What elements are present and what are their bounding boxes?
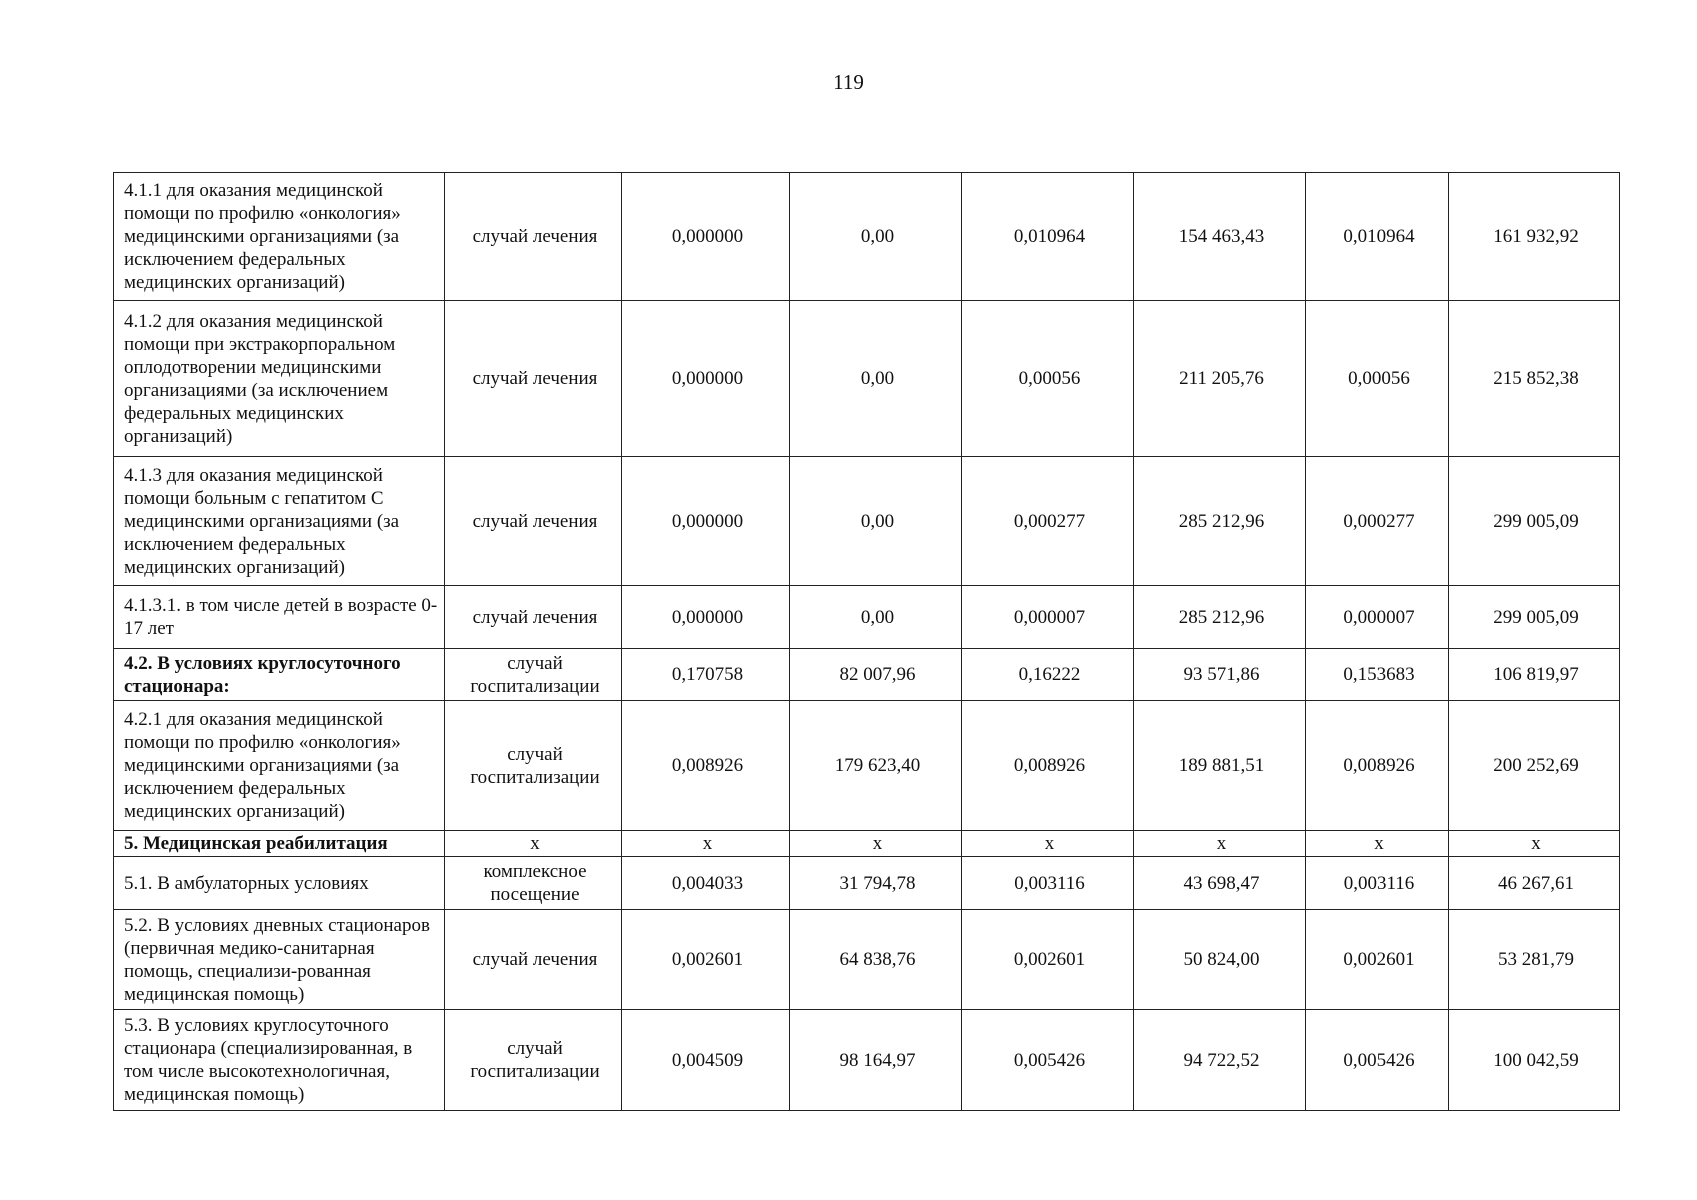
value-cell: 64 838,76 bbox=[790, 910, 962, 1010]
value-cell: 0,16222 bbox=[962, 649, 1134, 701]
value-cell: 0,002601 bbox=[1306, 910, 1449, 1010]
row-name-cell: 5.3. В условиях круглосуточного стационара (специализированная, в том числе высокотехнологичная, медицинская помощь) bbox=[114, 1010, 445, 1111]
table-row bbox=[114, 173, 1620, 301]
value-cell: 0,002601 bbox=[622, 910, 790, 1010]
row-name-cell: 5.1. В амбулаторных условиях bbox=[114, 857, 445, 910]
row-name-cell: 4.2. В условиях круглосуточного стационара: bbox=[114, 649, 445, 701]
value-cell: 0,000007 bbox=[1306, 586, 1449, 649]
value-cell: 179 623,40 bbox=[790, 701, 962, 831]
value-cell: 0,008926 bbox=[962, 701, 1134, 831]
table-row bbox=[114, 1010, 1620, 1111]
table-row bbox=[114, 301, 1620, 457]
value-cell: х bbox=[790, 831, 962, 857]
value-cell: 106 819,97 bbox=[1449, 649, 1620, 701]
page-number: 119 bbox=[833, 70, 864, 94]
value-cell: 0,005426 bbox=[1306, 1010, 1449, 1111]
value-cell: 0,004033 bbox=[622, 857, 790, 910]
row-name-cell: 4.1.3.1. в том числе детей в возрасте 0-17 лет bbox=[114, 586, 445, 649]
table-row bbox=[114, 857, 1620, 910]
value-cell: 82 007,96 bbox=[790, 649, 962, 701]
value-cell: 211 205,76 bbox=[1134, 301, 1306, 457]
unit-cell: случай госпитализации bbox=[445, 701, 622, 831]
value-cell: 0,000007 bbox=[962, 586, 1134, 649]
table-row bbox=[114, 831, 1620, 857]
value-cell: 215 852,38 bbox=[1449, 301, 1620, 457]
unit-cell: случай госпитализации bbox=[445, 1010, 622, 1111]
row-name-cell: 4.1.3 для оказания медицинской помощи больным с гепатитом С медицинскими организациями (за исключением федеральных медицинских организаций) bbox=[114, 457, 445, 586]
value-cell: 0,153683 bbox=[1306, 649, 1449, 701]
value-cell: 0,00 bbox=[790, 301, 962, 457]
value-cell: 200 252,69 bbox=[1449, 701, 1620, 831]
row-name-cell: 5. Медицинская реабилитация bbox=[114, 831, 445, 857]
row-name-cell: 4.1.1 для оказания медицинской помощи по профилю «онкология» медицинскими организациями (за исключением федеральных медицинских организаций) bbox=[114, 173, 445, 301]
unit-cell: случай лечения bbox=[445, 586, 622, 649]
value-cell: 285 212,96 bbox=[1134, 457, 1306, 586]
row-name-cell: 5.2. В условиях дневных стационаров (первичная медико-санитарная помощь, специализи-рованная медицинская помощь) bbox=[114, 910, 445, 1010]
table-row bbox=[114, 457, 1620, 586]
value-cell: 299 005,09 bbox=[1449, 586, 1620, 649]
unit-cell: случай лечения bbox=[445, 301, 622, 457]
value-cell: 0,00056 bbox=[1306, 301, 1449, 457]
value-cell: 0,000277 bbox=[962, 457, 1134, 586]
value-cell: 0,00 bbox=[790, 457, 962, 586]
value-cell: 0,000000 bbox=[622, 173, 790, 301]
unit-cell: комплексное посещение bbox=[445, 857, 622, 910]
value-cell: 0,000000 bbox=[622, 586, 790, 649]
value-cell: 0,004509 bbox=[622, 1010, 790, 1111]
unit-cell: х bbox=[445, 831, 622, 857]
value-cell: 0,003116 bbox=[1306, 857, 1449, 910]
value-cell: 0,002601 bbox=[962, 910, 1134, 1010]
row-name-cell: 4.1.2 для оказания медицинской помощи при экстракорпоральном оплодотворении медицинскими организациями (за исключением федеральных медицинских организаций) bbox=[114, 301, 445, 457]
value-cell: 0,010964 bbox=[1306, 173, 1449, 301]
value-cell: 0,170758 bbox=[622, 649, 790, 701]
value-cell: 0,00 bbox=[790, 586, 962, 649]
table-row bbox=[114, 649, 1620, 701]
value-cell: 0,000277 bbox=[1306, 457, 1449, 586]
value-cell: 94 722,52 bbox=[1134, 1010, 1306, 1111]
row-name-cell: 4.2.1 для оказания медицинской помощи по профилю «онкология» медицинскими организациями (за исключением федеральных медицинских организаций) bbox=[114, 701, 445, 831]
value-cell: 98 164,97 bbox=[790, 1010, 962, 1111]
norms-table bbox=[113, 172, 1620, 1111]
value-cell: 0,00056 bbox=[962, 301, 1134, 457]
value-cell: 46 267,61 bbox=[1449, 857, 1620, 910]
value-cell: х bbox=[622, 831, 790, 857]
unit-cell: случай лечения bbox=[445, 173, 622, 301]
value-cell: 93 571,86 bbox=[1134, 649, 1306, 701]
unit-cell: случай лечения bbox=[445, 910, 622, 1010]
value-cell: 154 463,43 bbox=[1134, 173, 1306, 301]
value-cell: х bbox=[1134, 831, 1306, 857]
table-row bbox=[114, 586, 1620, 649]
value-cell: 161 932,92 bbox=[1449, 173, 1620, 301]
value-cell: 53 281,79 bbox=[1449, 910, 1620, 1010]
value-cell: 189 881,51 bbox=[1134, 701, 1306, 831]
value-cell: 0,008926 bbox=[1306, 701, 1449, 831]
table-row bbox=[114, 701, 1620, 831]
value-cell: 0,00 bbox=[790, 173, 962, 301]
unit-cell: случай госпитализации bbox=[445, 649, 622, 701]
unit-cell: случай лечения bbox=[445, 457, 622, 586]
table-body bbox=[114, 173, 1620, 1111]
value-cell: 0,010964 bbox=[962, 173, 1134, 301]
value-cell: 0,003116 bbox=[962, 857, 1134, 910]
value-cell: 43 698,47 bbox=[1134, 857, 1306, 910]
value-cell: 0,008926 bbox=[622, 701, 790, 831]
value-cell: 50 824,00 bbox=[1134, 910, 1306, 1010]
value-cell: 285 212,96 bbox=[1134, 586, 1306, 649]
value-cell: 0,000000 bbox=[622, 457, 790, 586]
value-cell: х bbox=[962, 831, 1134, 857]
value-cell: 0,005426 bbox=[962, 1010, 1134, 1111]
value-cell: 100 042,59 bbox=[1449, 1010, 1620, 1111]
table-row bbox=[114, 910, 1620, 1010]
value-cell: х bbox=[1306, 831, 1449, 857]
value-cell: 0,000000 bbox=[622, 301, 790, 457]
value-cell: 299 005,09 bbox=[1449, 457, 1620, 586]
value-cell: 31 794,78 bbox=[790, 857, 962, 910]
value-cell: х bbox=[1449, 831, 1620, 857]
